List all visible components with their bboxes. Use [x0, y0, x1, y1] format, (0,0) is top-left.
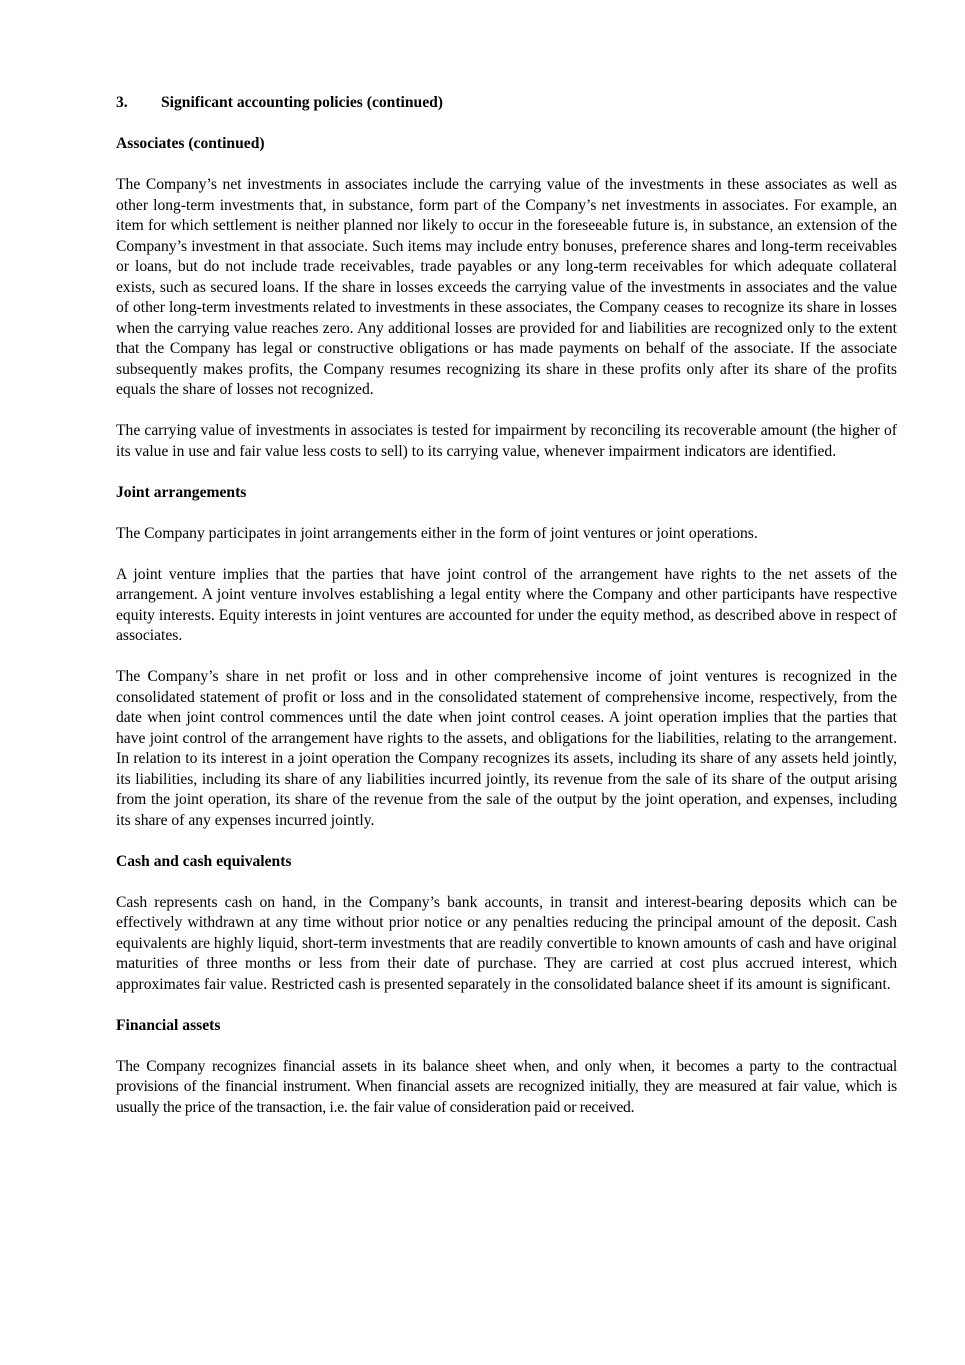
paragraph-cash: Cash represents cash on hand, in the Company’s bank accounts, in transit and interest-bearing deposits which can be effectively withdrawn at any time without prior notice or any penalties reducing the principal amount of the deposit. Cash equivalents are highly liquid, short-term investments that are readily convertible to known amounts of cash and have original maturities of three months or less from their date of purchase. They are carried at cost plus accrued interest, which approximates fair value. Restricted cash is presented separately in the consolidated balance sheet if its amount is significant.	[116, 893, 897, 993]
paragraph-joint-operation: The Company’s share in net profit or loss and in other comprehensive income of joint ventures is recognized in the consolidated statement of profit or loss and in the consolidated statement of comprehensive income, respectively, from the date when joint control commences until the date when joint control ceases. A joint operation implies that the parties that have joint control of the arrangement have rights to the assets, and obligations for the liabilities, relating to the arrangement. In relation to its interest in a joint operation the Company recognizes its assets, including its share of any assets held jointly, its liabilities, including its share of any liabilities incurred jointly, its revenue from the sale of its share of the output arising from the joint operation, its share of the revenue from the sale of the output by the joint operation, and expenses, including its share of any expenses incurred jointly.	[116, 668, 897, 829]
paragraph-financial-assets: The Company recognizes financial assets in its balance sheet when, and only when, it becomes a party to the contractual provisions of the financial instrument. When financial assets are recognized initially, they are measured at fair value, which is usually the price of the transaction, i.e. the fair value of consideration paid or received.	[116, 1057, 897, 1116]
heading-cash: Cash and cash equivalents	[116, 852, 292, 870]
section-title	[116, 93, 897, 114]
heading-joint-arrangements: Joint arrangements	[116, 483, 247, 501]
heading-associates: Associates (continued)	[116, 135, 265, 152]
heading-financial-assets: Financial assets	[116, 1016, 221, 1034]
section-title-text: Significant accounting policies (continued)	[161, 94, 444, 111]
paragraph-associates-impairment: The carrying value of investments in associates is tested for impairment by reconciling its recoverable amount (the higher of its value in use and fair value less costs to sell) to its carrying value, whenever impairment indicators are identified.	[116, 422, 897, 460]
paragraph-joint-arrangements-intro: The Company participates in joint arrangements either in the form of joint ventures or joint operations.	[116, 524, 758, 542]
paragraph-joint-venture: A joint venture implies that the parties that have joint control of the arrangement have rights to the net assets of the arrangement. A joint venture involves establishing a legal entity where the Company and other participants have respective equity interests. Equity interests in joint ventures are accounted for under the equity method, as described above in respect of associates.	[116, 565, 897, 644]
document-page	[116, 93, 897, 1139]
section-number: 3.	[116, 94, 128, 111]
paragraph-associates-net-investments: The Company’s net investments in associates include the carrying value of the investments in these associates as well as other long-term investments that, in substance, form part of the Company’s net investments in associates. For example, an item for which settlement is neither planned nor likely to occur in the foreseeable future is, in substance, an extension of the Company’s investment in that associate. Such items may include entry bonuses, preference shares and long-term receivables or loans, but do not include trade receivables, trade payables or any long-term receivables for which adequate collateral exists, such as secured loans. If the share in losses exceeds the carrying value of the investments in associates and the value of other long-term investments related to investments in these associates, the Company ceases to recognize its share in losses when the carrying value reaches zero. Any additional losses are provided for and liabilities are recognized only to the extent that the Company has legal or constructive obligations or has made payments on behalf of the associate. If the associate subsequently makes profits, the Company resumes recognizing its share in these profits only after its share of the profits equals the share of losses not recognized.	[116, 176, 897, 398]
